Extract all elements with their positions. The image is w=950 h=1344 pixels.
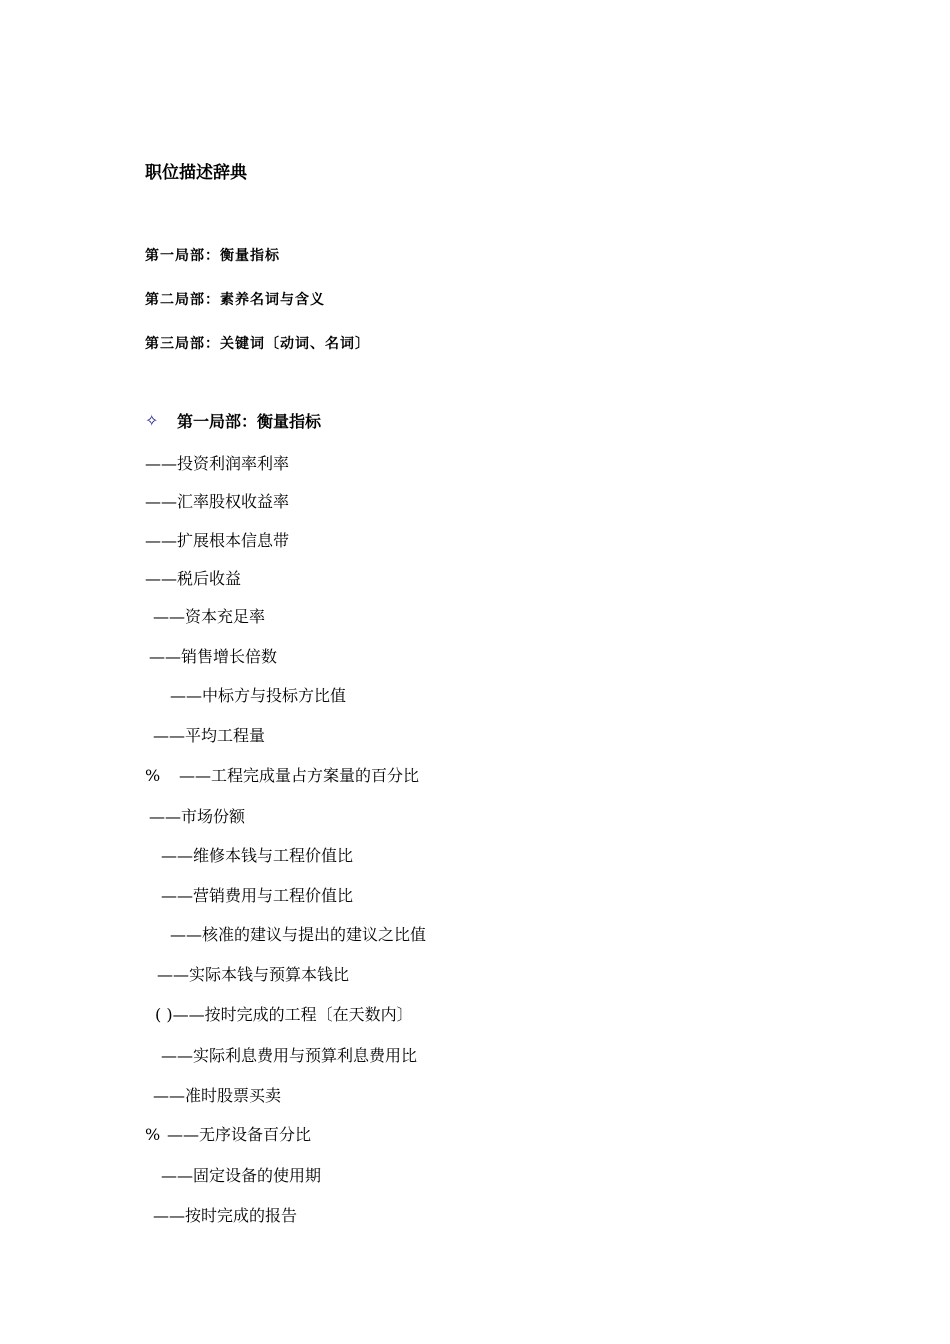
section-heading (145, 409, 321, 432)
metric-item (155, 1002, 413, 1025)
metric-text: ——按时完成的报告 (153, 1206, 298, 1225)
metric-text: ——工程完成量占方案量的百分比 (179, 766, 420, 785)
metric-text: ——实际本钱与预算本钱比 (157, 965, 350, 984)
metric-text: ——投资利润率利率 (145, 454, 290, 473)
metric-item (145, 451, 289, 474)
metric-text: ——营销费用与工程价值比 (161, 886, 354, 905)
metric-item (170, 922, 426, 945)
metric-text: ——无序设备百分比 (167, 1125, 312, 1144)
diamond-bullet-icon: ✧ (145, 411, 159, 430)
metric-item (157, 962, 349, 985)
metric-item (145, 528, 289, 551)
metric-item (145, 566, 241, 589)
metric-text: ——中标方与投标方比值 (170, 686, 347, 705)
metric-item (145, 489, 289, 512)
metric-text: ——维修本钱与工程价值比 (161, 846, 354, 865)
metric-item (149, 804, 245, 827)
metric-item (153, 1083, 281, 1106)
metric-text: ——资本充足率 (153, 607, 266, 626)
metric-item (153, 1203, 297, 1226)
metric-item (153, 723, 265, 746)
metric-text: ——实际利息费用与预算利息费用比 (161, 1046, 418, 1065)
metric-text: ——汇率股权收益率 (145, 492, 290, 511)
metric-item (153, 604, 265, 627)
metric-text: ——税后收益 (145, 569, 242, 588)
metric-prefix: % (145, 766, 161, 785)
metric-text: ——核准的建议与提出的建议之比值 (170, 925, 427, 944)
metric-text: ——平均工程量 (153, 726, 266, 745)
document-title: 职位描述辞典 (145, 163, 247, 183)
metric-text: ——销售增长倍数 (149, 647, 278, 666)
toc-item-part-1: 第一局部：衡量指标 (145, 248, 280, 264)
metric-item (170, 683, 346, 706)
metric-item (161, 843, 353, 866)
toc-item-part-3: 第三局部：关键词〔动词、名词〕 (145, 336, 370, 352)
metric-text: ——准时股票买卖 (153, 1086, 282, 1105)
metric-text: ——扩展根本信息带 (145, 531, 290, 550)
metric-text: ——固定设备的使用期 (161, 1166, 322, 1185)
metric-item (161, 1043, 417, 1066)
section-heading-text: 第一局部：衡量指标 (177, 412, 322, 431)
metric-item (161, 883, 353, 906)
metric-item (149, 644, 277, 667)
metric-item (145, 1122, 311, 1145)
metric-prefix: % (145, 1125, 161, 1144)
metric-text: ——市场份额 (149, 807, 246, 826)
metric-item (145, 763, 419, 786)
metric-item (161, 1163, 321, 1186)
metric-prefix: ( ) (155, 1005, 173, 1024)
metric-text: ——按时完成的工程〔在天数内〕 (172, 1005, 413, 1024)
toc-item-part-2: 第二局部：素养名词与含义 (145, 292, 325, 308)
